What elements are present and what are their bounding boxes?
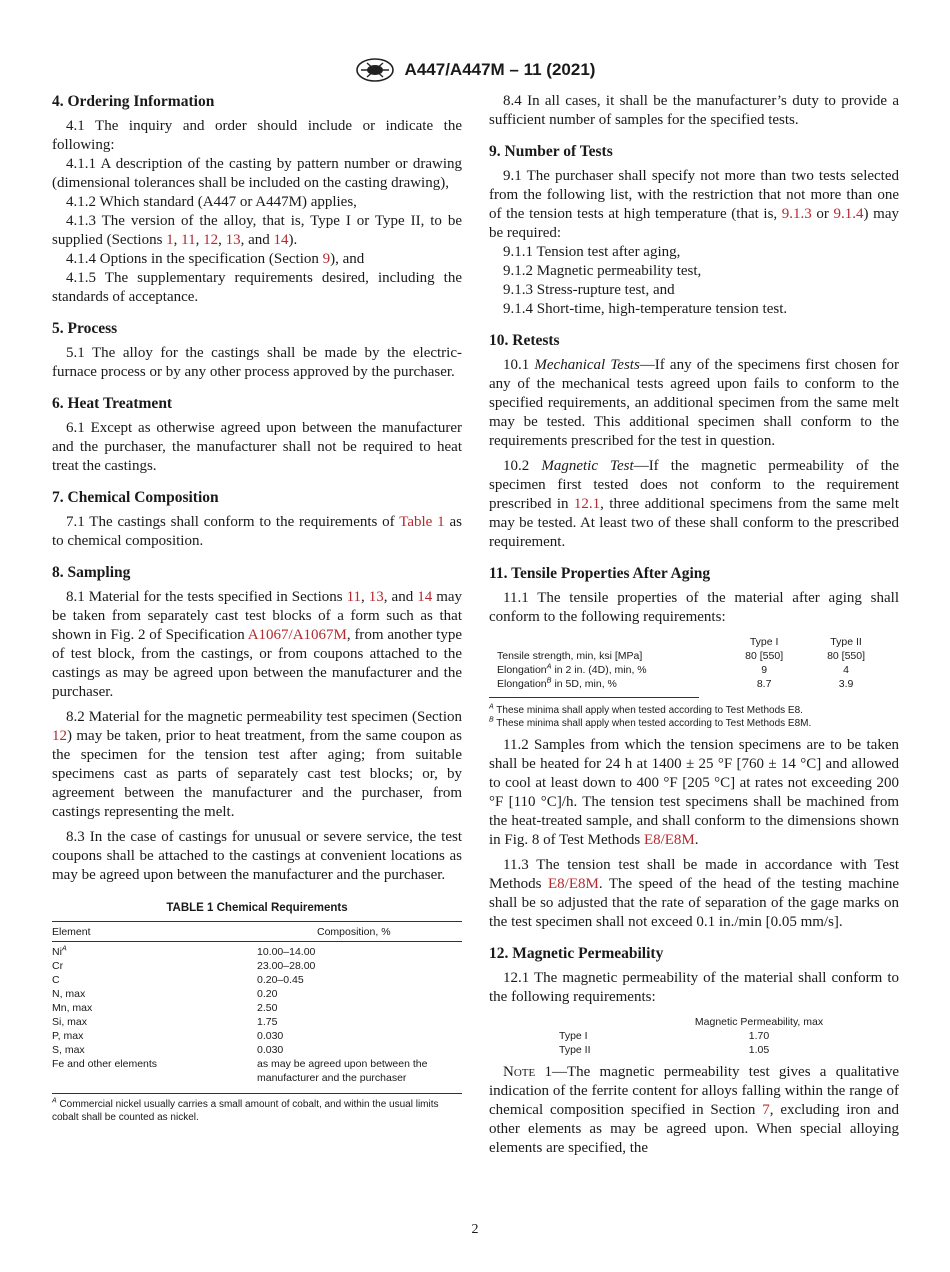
section-link[interactable]: 1 bbox=[166, 232, 174, 248]
composition-cell: 0.20–0.45 bbox=[257, 974, 304, 986]
table-row bbox=[497, 663, 887, 677]
element-cell: Mn, max bbox=[52, 1002, 93, 1014]
column-header-magnetic-permeability: Magnetic Permeability, max bbox=[694, 1016, 824, 1028]
type-2-value-cell: 80 [550] bbox=[827, 650, 866, 662]
footnote-divider bbox=[489, 697, 699, 698]
list-item-9-1-1: 9.1.1 Tension test after aging, bbox=[503, 244, 681, 260]
permeability-value-cell: 1.05 bbox=[748, 1044, 770, 1056]
element-cell: $Ni^A$ bbox=[52, 943, 67, 958]
para-5-1: 5.1 The alloy for the castings shall be made by the electric-furnace process or by any other process approved by the purchaser. bbox=[52, 345, 462, 380]
para-12-1: 12.1 The magnetic permeability of the material shall conform to the following requirements: bbox=[489, 970, 899, 1005]
table-row bbox=[52, 1001, 462, 1015]
specification-link[interactable]: A1067/A1067M bbox=[247, 627, 347, 643]
document-header bbox=[0, 58, 950, 82]
table-row bbox=[52, 942, 462, 960]
table-row bbox=[52, 1043, 462, 1057]
section-link[interactable]: 13 bbox=[225, 232, 241, 248]
composition-cell: 23.00–28.00 bbox=[257, 960, 316, 972]
section-link[interactable]: 11 bbox=[181, 232, 196, 248]
type-2-value-cell: 4 bbox=[843, 664, 849, 676]
para-4-1-2: 4.1.2 Which standard (A447 or A447M) applies, bbox=[66, 194, 357, 210]
section-8-heading: 8. Sampling bbox=[52, 564, 131, 581]
section-11-heading: 11. Tensile Properties After Aging bbox=[489, 565, 711, 582]
property-cell: Elongation$^B$ in 5D, min, % bbox=[497, 675, 617, 690]
composition-cell: as may be agreed upon between the manufacturer and the purchaser bbox=[257, 1058, 428, 1084]
right-column bbox=[489, 92, 899, 1158]
section-link[interactable]: 11 bbox=[346, 589, 362, 605]
tensile-properties-table bbox=[489, 635, 899, 691]
table-row bbox=[52, 1029, 462, 1043]
magnetic-permeability-table bbox=[489, 1015, 899, 1057]
section-link[interactable]: 7 bbox=[762, 1102, 770, 1118]
subsection-link[interactable]: 9.1.4 bbox=[833, 206, 864, 222]
table-row bbox=[559, 1043, 839, 1057]
para-6-1: 6.1 Except as otherwise agreed upon between the manufacturer and the purchaser, the manufacturer shall not be required to heat treat the castings. bbox=[52, 420, 462, 474]
property-cell: Elongation$^A$ in 2 in. (4D), min, % bbox=[497, 661, 647, 676]
list-item-9-1-2: 9.1.2 Magnetic permeability test, bbox=[503, 263, 702, 279]
list-item-9-1-3: 9.1.3 Stress-rupture test, and bbox=[503, 282, 675, 298]
table-link[interactable]: Table 1 bbox=[399, 514, 445, 530]
table-1-footnote: $^A$ Commercial nickel usually carries a small amount of cobalt, and within the usual limits cobalt shall be counted as nickel. bbox=[52, 1093, 462, 1124]
para-10-1: 10.1 Mechanical Tests—If any of the specimens first chosen for any of the mechanical tests agreed upon fails to conform to the specified requirements, an additional specimen from the same melt may be tested. This additional specimen shall conform to the requirements prescribed for the test in question. bbox=[489, 357, 899, 449]
astm-logo-icon bbox=[355, 58, 395, 82]
composition-cell: 10.00–14.00 bbox=[257, 946, 316, 958]
table-row bbox=[497, 677, 887, 691]
chemical-requirements-table bbox=[52, 921, 462, 1085]
section-9-heading: 9. Number of Tests bbox=[489, 143, 613, 160]
element-cell: P, max bbox=[52, 1030, 84, 1042]
test-method-link[interactable]: E8/E8M bbox=[548, 876, 599, 892]
type-label-cell: Type II bbox=[559, 1044, 591, 1056]
table-row bbox=[52, 1015, 462, 1029]
subsection-link[interactable]: 12.1 bbox=[573, 496, 601, 512]
section-link[interactable]: 14 bbox=[273, 232, 289, 248]
element-cell: Si, max bbox=[52, 1016, 88, 1028]
section-5-heading: 5. Process bbox=[52, 320, 118, 337]
element-cell: N, max bbox=[52, 988, 86, 1000]
table-row bbox=[52, 987, 462, 1001]
para-4-1-1: 4.1.1 A description of the casting by pattern number or drawing (dimensional tolerances shall be included on the casting drawing), bbox=[52, 156, 462, 191]
composition-cell: 0.030 bbox=[257, 1044, 284, 1056]
composition-cell: 2.50 bbox=[257, 1002, 278, 1014]
para-10-2: 10.2 Magnetic Test—If the magnetic permeability of the specimen first tested does not conform to the requirement prescribed in 12.1, three additional specimens from the same melt may be tested. At least two of these shall conform to the prescribed requirement. bbox=[489, 458, 899, 550]
table-row bbox=[559, 1029, 839, 1043]
type-label-cell: Type I bbox=[559, 1030, 588, 1042]
section-6-heading: 6. Heat Treatment bbox=[52, 395, 173, 412]
tensile-footnote-b: $^B$ These minima shall apply when tested according to Test Methods E8M. bbox=[489, 716, 812, 729]
column-header-type-2: Type II bbox=[830, 636, 862, 648]
table-row bbox=[52, 973, 462, 987]
section-link[interactable]: 9 bbox=[322, 251, 331, 267]
element-cell: S, max bbox=[52, 1044, 85, 1056]
para-7-1: 7.1 The castings shall conform to the requirements of Table 1 as to chemical composition. bbox=[52, 514, 462, 549]
table-1 bbox=[52, 901, 462, 1124]
para-4-1-5: 4.1.5 The supplementary requirements desired, including the standards of acceptance. bbox=[52, 270, 462, 305]
composition-cell: 0.030 bbox=[257, 1030, 284, 1042]
para-8-4: 8.4 In all cases, it shall be the manufacturer’s duty to provide a sufficient number of samples for the specified tests. bbox=[489, 93, 899, 128]
column-header-composition: Composition, % bbox=[317, 926, 391, 938]
property-cell: Tensile strength, min, ksi [MPa] bbox=[497, 650, 643, 662]
composition-cell: 0.20 bbox=[257, 988, 278, 1000]
para-9-1: 9.1 The purchaser shall specify not more than two tests selected from the following list, with the restriction that not more than one of the tension tests at high temperature (that is, 9.1.3 or 9.1.4) may be required: bbox=[489, 168, 899, 241]
para-8-2: 8.2 Material for the magnetic permeability test specimen (Section 12) may be taken, prior to heat treatment, from the same coupon as the specimen for the tension test after aging; from suitable specimens cast as parts of separately cast test blocks; or, by agreement between the manufacturer and the purchaser, from castings representing the melt. bbox=[52, 709, 462, 820]
section-12-heading: 12. Magnetic Permeability bbox=[489, 945, 664, 962]
para-8-3: 8.3 In the case of castings for unusual or severe service, the test coupons shall be attached to the castings at convenient locations as may be agreed upon between the manufacturer and the purchaser. bbox=[52, 829, 462, 883]
para-8-1: 8.1 Material for the tests specified in Sections 11, 13, and 14 may be taken from separately cast test blocks of a form such as that shown in Fig. 2 of Specification A1067/A1067M, from another type of test block, from the castings, or from coupons attached to the castings as may be agreed upon between the manufacturer and the purchaser. bbox=[52, 589, 463, 700]
list-item-9-1-4: 9.1.4 Short-time, high-temperature tension test. bbox=[503, 301, 788, 317]
page-number: 2 bbox=[471, 1222, 479, 1237]
type-2-value-cell: 3.9 bbox=[838, 678, 854, 690]
element-cell: Fe and other elements bbox=[52, 1058, 158, 1070]
table-row bbox=[52, 1057, 462, 1085]
test-method-link[interactable]: E8/E8M bbox=[643, 832, 695, 848]
composition-cell: 1.75 bbox=[257, 1016, 278, 1028]
standard-code: A447/A447M – 11 (2021) bbox=[404, 60, 596, 79]
tensile-footnote-a: $^A$ These minima shall apply when tested according to Test Methods E8. bbox=[489, 703, 803, 716]
table-row bbox=[497, 649, 887, 663]
section-link[interactable]: 12 bbox=[52, 728, 67, 744]
section-4-heading: 4. Ordering Information bbox=[52, 93, 215, 110]
permeability-value-cell: 1.70 bbox=[748, 1030, 770, 1042]
section-7-heading: 7. Chemical Composition bbox=[52, 489, 219, 506]
element-cell: C bbox=[52, 974, 60, 986]
table-1-title: TABLE 1 Chemical Requirements bbox=[166, 902, 348, 914]
para-11-3: 11.3 The tension test shall be made in accordance with Test Methods E8/E8M. The speed of the head of the testing machine shall be so adjusted that the rate of separation of the gage marks on the test specimen shall not exceed 0.1 in./min [0.05 mm/s]. bbox=[489, 857, 900, 930]
para-4-1: 4.1 The inquiry and order should include or indicate the following: bbox=[52, 118, 462, 153]
para-4-1-3: 4.1.3 The version of the alloy, that is, Type I or Type II, to be supplied (Sections 1, 11, 12, 13, and 14). bbox=[52, 213, 462, 248]
note-1: Note 1—The magnetic permeability test gives a qualitative indication of the ferrite content for alloys falling within the range of chemical composition specified in Section 7, excluding iron and other elements as may be agreed upon. When special alloying elements are specified, the bbox=[489, 1064, 900, 1156]
column-header-element: Element bbox=[52, 926, 91, 938]
type-1-value-cell: 80 [550] bbox=[745, 650, 784, 662]
type-1-value-cell: 9 bbox=[761, 664, 768, 676]
element-cell: Cr bbox=[52, 960, 64, 972]
para-4-1-4: 4.1.4 Options in the specification (Section 9), and bbox=[66, 251, 365, 267]
type-1-value-cell: 8.7 bbox=[756, 678, 772, 690]
column-header-type-1: Type I bbox=[749, 636, 779, 648]
table-row bbox=[52, 959, 462, 973]
left-column bbox=[52, 92, 462, 1124]
section-link[interactable]: 13 bbox=[368, 589, 384, 605]
para-11-1: 11.1 The tensile properties of the material after aging shall conform to the following requirements: bbox=[489, 590, 899, 625]
section-link[interactable]: 12 bbox=[203, 232, 219, 248]
para-11-2: 11.2 Samples from which the tension specimens are to be taken shall be heated for 24 h at 1400 ± 25 °F [760 ± 14 °C] and allowed to cool at least down to 400 °F [205 °C] at rates not exceeding 200 °F [110 °C]/h. The tension test specimens shall be machined from the heat-treated sample, and shall conform to the dimensions shown in Fig. 8 of Test Methods E8/E8M. bbox=[489, 737, 899, 848]
section-link[interactable]: 14 bbox=[417, 589, 433, 605]
section-10-heading: 10. Retests bbox=[489, 332, 560, 349]
subsection-link[interactable]: 9.1.3 bbox=[781, 206, 812, 222]
